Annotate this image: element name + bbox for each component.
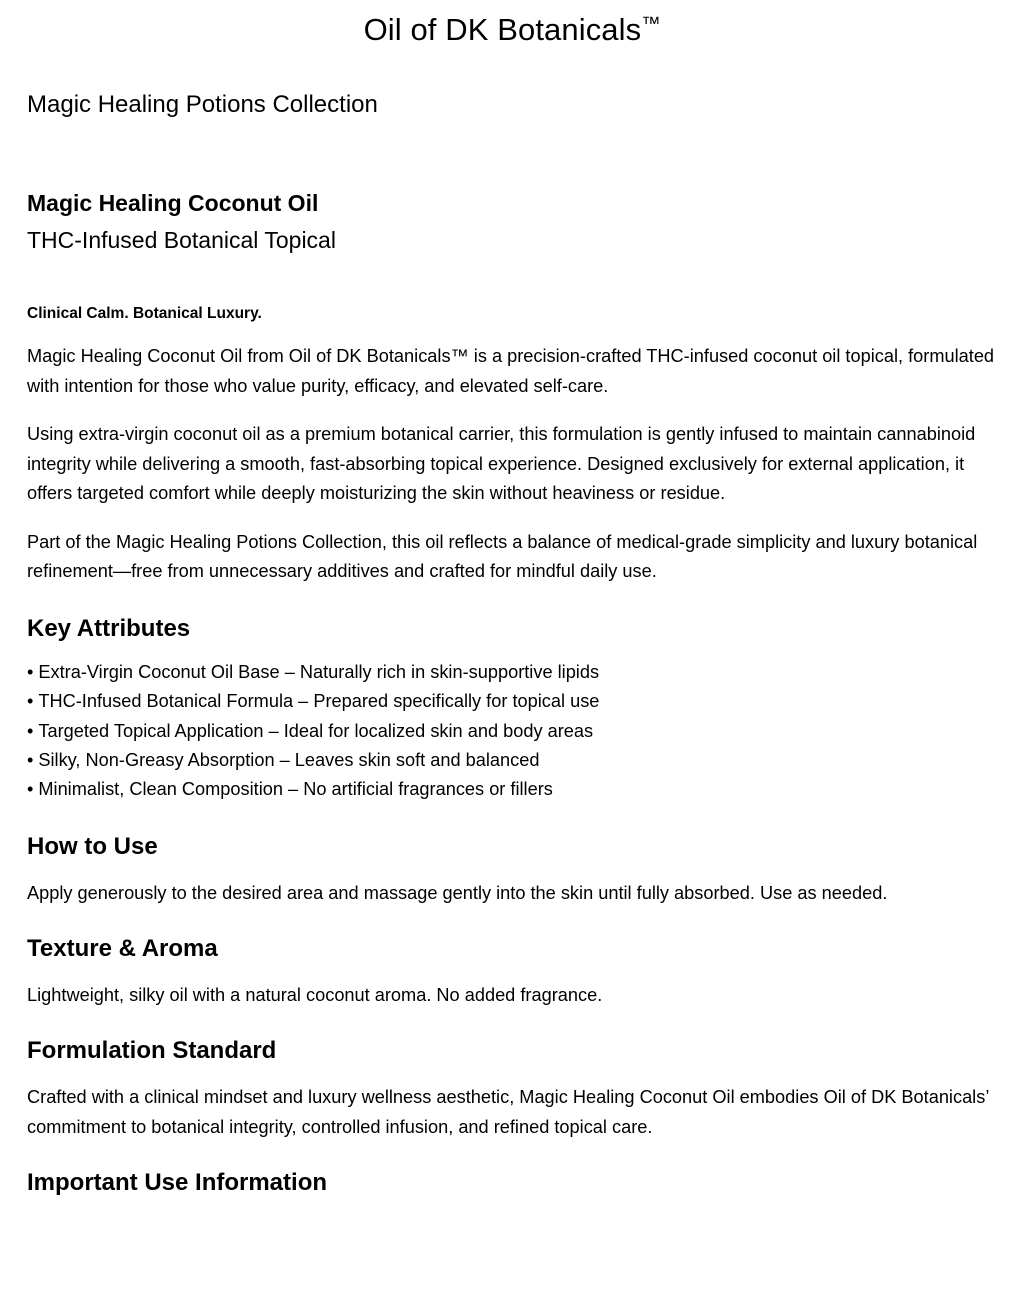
list-item	[27, 658, 997, 687]
list-item-text: THC-Infused Botanical Formula – Prepared specifically for topical use	[38, 691, 600, 712]
product-subtitle: THC-Infused Botanical Topical	[27, 226, 336, 253]
bullet-icon: •	[27, 749, 34, 770]
list-item	[27, 717, 997, 746]
product-tagline: Clinical Calm. Botanical Luxury.	[27, 304, 262, 322]
list-item-text: Silky, Non-Greasy Absorption – Leaves skin soft and balanced	[38, 749, 540, 770]
section-heading-formulation-standard: Formulation Standard	[27, 1037, 277, 1065]
bullet-icon: •	[27, 720, 34, 741]
key-attributes-list	[27, 644, 997, 804]
section-body-texture-aroma: Lightweight, silky oil with a natural coconut aroma. No added fragrance.	[27, 984, 603, 1005]
list-item	[27, 746, 997, 775]
product-name-heading: Magic Healing Coconut Oil	[27, 190, 319, 217]
list-item	[27, 687, 997, 716]
trademark-symbol: ™	[641, 14, 661, 36]
bullet-icon: •	[27, 778, 34, 799]
bullet-icon: •	[27, 662, 34, 683]
intro-paragraph: Magic Healing Coconut Oil from Oil of DK Botanicals™ is a precision-crafted THC-infused coconut oil topical, formulated with intention for those who value purity, efficacy, and elevated self-care.	[27, 346, 995, 396]
bullet-icon: •	[27, 691, 34, 712]
intro-paragraph: Using extra-virgin coconut oil as a premium botanical carrier, this formulation is gently infused to maintain cannabinoid integrity while delivering a smooth, fast-absorbing topical experience. Designed exclusively for external application, it offers targeted comfort while deeply moisturizing the skin without heaviness or residue.	[27, 424, 976, 504]
section-heading-important-use-information: Important Use Information	[27, 1169, 328, 1197]
section-heading-key-attributes: Key Attributes	[27, 615, 191, 643]
list-item-text: Targeted Topical Application – Ideal for localized skin and body areas	[38, 720, 594, 741]
brand-title-text: Oil of DK Botanicals	[363, 12, 642, 47]
section-body-formulation-standard: Crafted with a clinical mindset and luxury wellness aesthetic, Magic Healing Coconut Oil embodies Oil of DK Botanicals’ commitment to botanical integrity, controlled infusion, and refined topical care.	[27, 1087, 989, 1137]
section-body-how-to-use: Apply generously to the desired area and massage gently into the skin until fully absorbed. Use as needed.	[27, 882, 888, 903]
intro-paragraph: Part of the Magic Healing Potions Collection, this oil reflects a balance of medical-grade simplicity and luxury botanical refinement—free from unnecessary additives and crafted for mindful daily use.	[27, 531, 978, 581]
list-item-text: Extra-Virgin Coconut Oil Base – Naturally rich in skin-supportive lipids	[38, 662, 600, 683]
collection-subtitle: Magic Healing Potions Collection	[27, 91, 378, 118]
list-item	[27, 775, 997, 804]
list-item-text: Minimalist, Clean Composition – No artificial fragrances or fillers	[38, 778, 553, 799]
section-heading-texture-aroma: Texture & Aroma	[27, 935, 218, 963]
section-heading-how-to-use: How to Use	[27, 832, 158, 860]
brand-title	[27, 0, 997, 45]
